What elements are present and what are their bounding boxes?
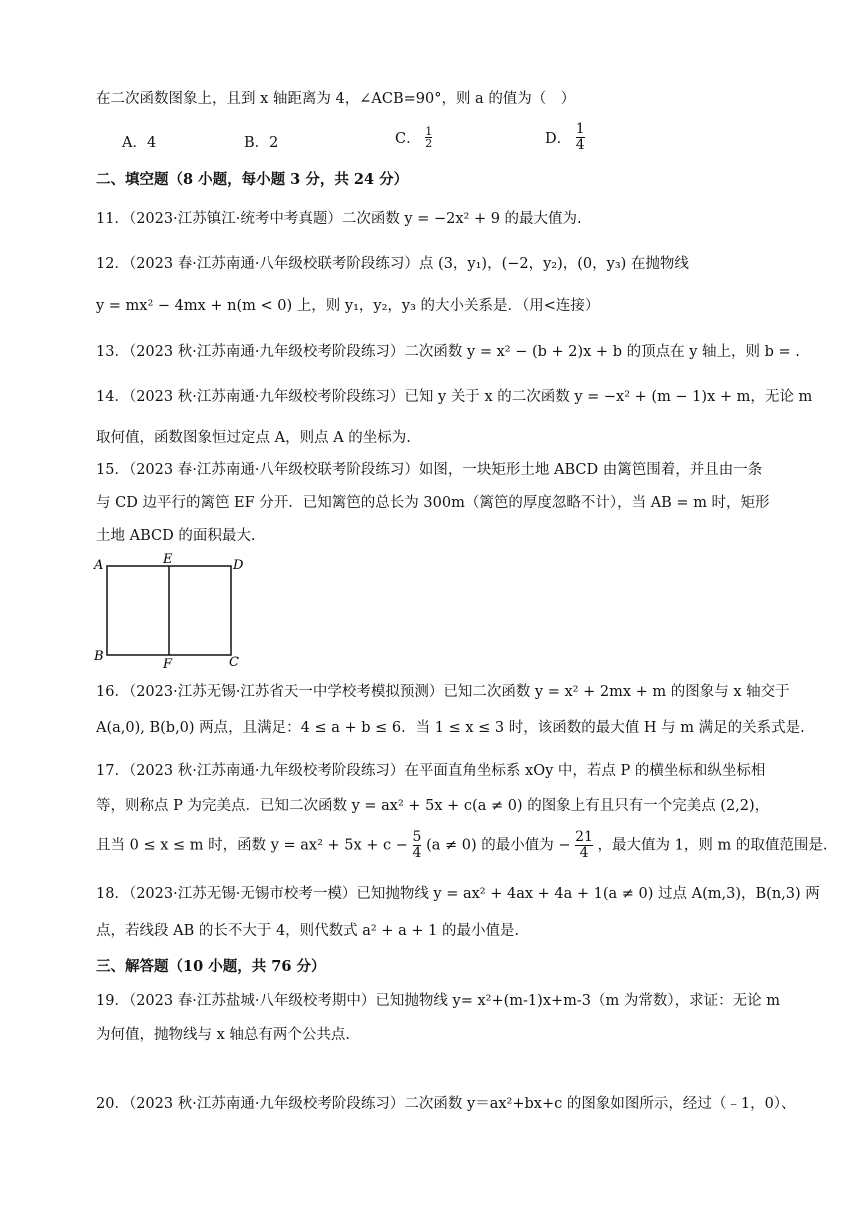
label-f: F — [163, 657, 173, 672]
option-c: C． $\frac{1}{2}$ — [395, 125, 433, 150]
question-15-line-3: 土地 ABCD 的面积最大. — [96, 528, 256, 544]
question-18-line-2: 点，若线段 AB 的长不大于 4，则代数式 a² + a + 1 的最小值是. — [96, 923, 520, 939]
question-15-line-1: 15．（2023 春·江苏南通·八年级校联考阶段练习）如图，一块矩形土地 ABCD 由篱笆围着，并且由一条 — [96, 462, 763, 478]
option-b: B．2 — [244, 135, 279, 151]
question-19-line-1: 19．（2023 春·江苏盐城·八年级校考期中）已知抛物线 y= x²+(m-1)x+m-3（m 为常数），求证：无论 m — [96, 993, 780, 1009]
question-17-line-2: 等，则称点 P 为完美点．已知二次函数 y = ax² + 5x + c(a ≠ 0) 的图象上有且只有一个完美点 (2,2)， — [96, 798, 770, 814]
rectangle-figure — [90, 552, 260, 672]
q10-tail: 在二次函数图象上，且到 x 轴距离为 4，∠ACB=90°，则 a 的值为（ ） — [96, 91, 576, 107]
label-e: E — [163, 552, 173, 567]
section-2-title: 二、填空题（8 小题，每小题 3 分，共 24 分） — [96, 171, 409, 188]
fraction: $\frac{5}{4}$ — [412, 829, 422, 861]
question-15-line-2: 与 CD 边平行的篱笆 EF 分开．已知篱笆的总长为 300m（篱笆的厚度忽略不计），当 AB = m 时，矩形 — [96, 495, 770, 511]
question-11: 11．（2023·江苏镇江·统考中考真题）二次函数 y = −2x² + 9 的最大值为. — [96, 211, 582, 227]
label-b: B — [94, 649, 104, 664]
question-17-line-3: 且当 0 ≤ x ≤ m 时，函数 y = ax² + 5x + c − $\frac{5}{4}$ (a ≠ 0) 的最小值为 − $\frac{21}{4}$ ，最大值为 1，则 m 的取值范围是. — [96, 829, 828, 861]
option-a: A．4 — [122, 135, 157, 151]
option-d: D． $\frac{1}{4}$ — [545, 121, 585, 153]
question-17-line-1: 17．（2023 秋·江苏南通·九年级校考阶段练习）在平面直角坐标系 xOy 中，若点 P 的横坐标和纵坐标相 — [96, 763, 766, 779]
question-12-line-2: y = mx² − 4mx + n(m < 0) 上，则 y₁，y₂，y₃ 的大小关系是．（用<连接） — [96, 298, 600, 314]
question-13: 13．（2023 秋·江苏南通·九年级校考阶段练习）二次函数 y = x² − (b + 2)x + b 的顶点在 y 轴上，则 b = . — [96, 344, 800, 360]
label-d: D — [233, 558, 244, 573]
question-14-line-2: 取何值，函数图象恒过定点 A，则点 A 的坐标为. — [96, 430, 411, 446]
section-3-title: 三、解答题（10 小题，共 76 分） — [96, 958, 326, 975]
question-16-line-2: A(a,0), B(b,0) 两点，且满足：4 ≤ a + b ≤ 6．当 1 ≤ x ≤ 3 时，该函数的最大值 H 与 m 满足的关系式是. — [96, 720, 805, 736]
label-a: A — [94, 558, 104, 573]
fraction: $\frac{1}{4}$ — [575, 121, 585, 153]
question-12-line-1: 12．（2023 春·江苏南通·八年级校联考阶段练习）点 (3，y₁)，(−2，y₂)，(0，y₃) 在抛物线 — [96, 256, 689, 272]
question-14-line-1: 14．（2023 秋·江苏南通·九年级校考阶段练习）已知 y 关于 x 的二次函数 y = −x² + (m − 1)x + m，无论 m — [96, 389, 813, 405]
question-20-line-1: 20．（2023 秋·江苏南通·九年级校考阶段练习）二次函数 y＝ax²+bx+c 的图象如图所示，经过（﹣1，0）、 — [96, 1096, 796, 1112]
fraction: $\frac{1}{2}$ — [425, 125, 433, 150]
question-18-line-1: 18．（2023·江苏无锡·无锡市校考一模）已知抛物线 y = ax² + 4ax + 4a + 1(a ≠ 0) 过点 A(m,3)，B(n,3) 两 — [96, 886, 820, 902]
label-c: C — [229, 655, 239, 670]
fraction: $\frac{21}{4}$ — [575, 829, 593, 861]
question-19-line-2: 为何值，抛物线与 x 轴总有两个公共点. — [96, 1027, 351, 1043]
question-16-line-1: 16．（2023·江苏无锡·江苏省天一中学校考模拟预测）已知二次函数 y = x² + 2mx + m 的图象与 x 轴交于 — [96, 684, 790, 700]
